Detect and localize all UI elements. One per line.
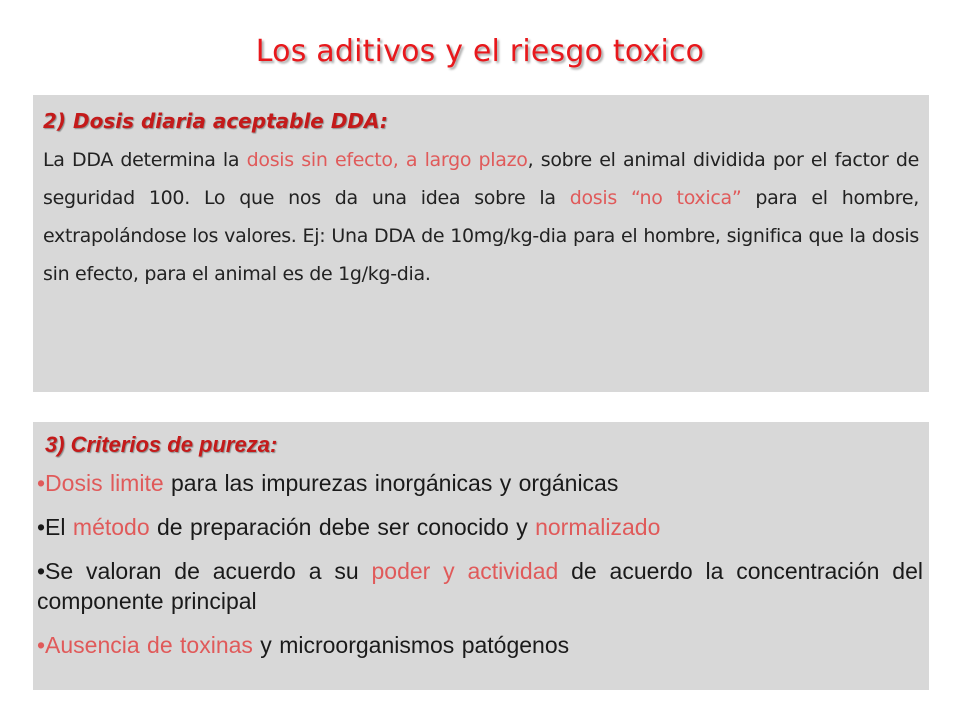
item-text: •Se valoran de acuerdo a su <box>37 558 372 584</box>
item-highlight: método <box>72 514 150 540</box>
item-text: de preparación debe ser conocido y <box>149 514 536 540</box>
item-highlight: •Dosis limite <box>37 470 164 496</box>
pureza-list <box>37 468 923 660</box>
item-highlight: normalizado <box>535 514 661 540</box>
list-item <box>37 468 923 498</box>
pureza-heading: 3) Criterios de pureza: <box>45 432 278 457</box>
item-highlight: •Ausencia de toxinas <box>37 632 253 658</box>
item-text: y microorganismos patógenos <box>252 632 570 658</box>
item-highlight: poder y actividad <box>371 558 559 584</box>
dda-paragraph <box>43 141 919 293</box>
dda-heading: 2) Dosis diaria aceptable DDA: <box>43 109 388 133</box>
item-text: •El <box>37 514 73 540</box>
dda-text-3: para el hombre, extrapolándose los valores. Ej: Una DDA de 10mg/kg-dia para el hombre, significa que la dosis sin efecto, para el animal es de 1g/kg-dia. <box>43 187 919 285</box>
pureza-box <box>33 422 929 690</box>
dda-text-2: , sobre el animal dividida por el factor de seguridad 100. Lo que nos da una idea sobre la <box>43 149 919 209</box>
item-text: de acuerdo la concentración del componente principal <box>37 558 923 614</box>
dda-highlight-no-toxica: dosis “no toxica” <box>569 187 742 209</box>
list-item <box>37 512 923 542</box>
item-text: para las impurezas inorgánicas y orgánicas <box>163 470 619 496</box>
list-item <box>37 556 923 616</box>
list-item <box>37 630 923 660</box>
dda-box <box>33 95 929 392</box>
slide-title: Los aditivos y el riesgo toxico <box>255 34 705 69</box>
dda-text-1: La DDA determina la <box>43 149 247 171</box>
dda-highlight-dosis-sin-efecto: dosis sin efecto, a largo plazo <box>246 149 528 171</box>
